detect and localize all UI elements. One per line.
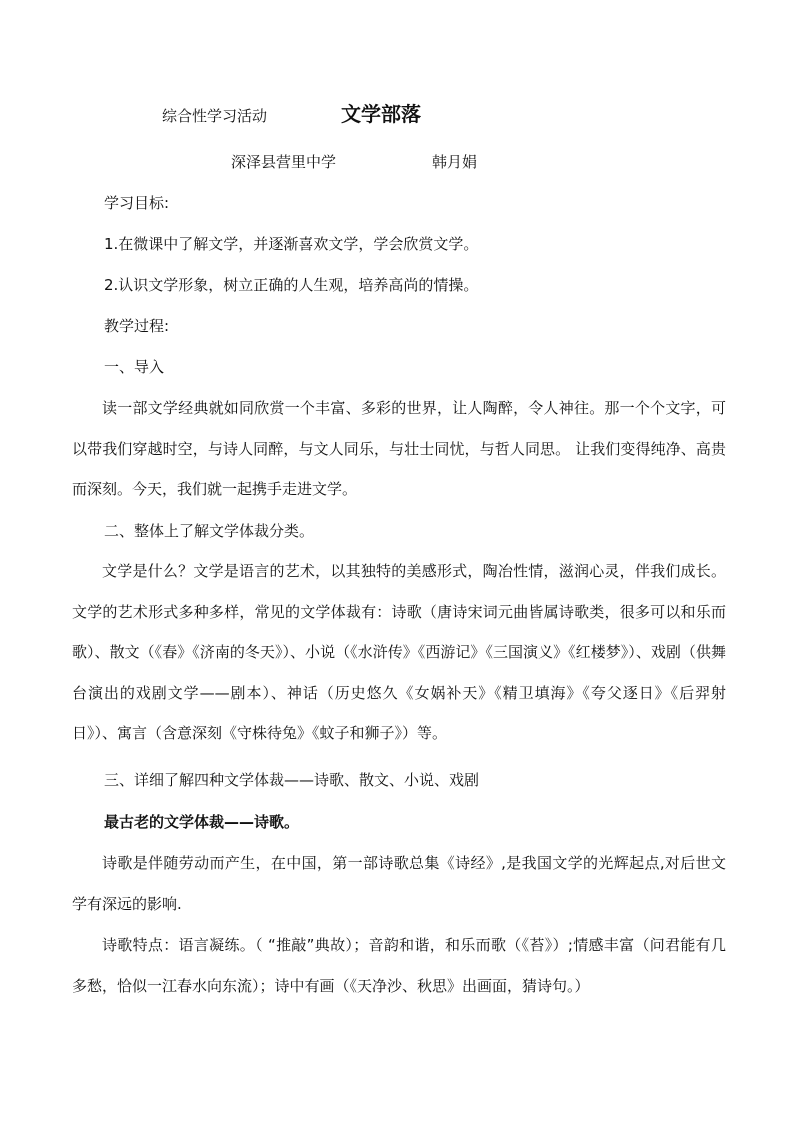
section-1-heading: 一、导入 bbox=[104, 358, 165, 376]
objectives-heading: 学习目标: bbox=[104, 194, 170, 212]
poetry-heading: 最古老的文学体裁——诗歌。 bbox=[104, 813, 300, 831]
process-heading: 教学过程: bbox=[104, 317, 170, 335]
poetry-paragraph-2: 诗歌特点：语言凝练。（ “推敲”典故）；音韵和谐，和乐而歌（《苔》）;情感丰富（问君能有几多愁，恰似一江春水向东流）；诗中有画（《天净沙、秋思》出画面，猜诗句。） bbox=[72, 936, 726, 995]
section-2-heading: 二、整体上了解文学体裁分类。 bbox=[104, 522, 315, 540]
section-3-heading: 三、详细了解四种文学体裁——诗歌、散文、小说、戏剧 bbox=[104, 771, 480, 789]
school-name: 深泽县营里中学 bbox=[231, 153, 337, 171]
document-title: 文学部落 bbox=[341, 102, 421, 126]
author-name: 韩月娟 bbox=[432, 153, 478, 171]
poetry-paragraph-1: 诗歌是伴随劳动而产生，在中国，第一部诗歌总集《诗经》,是我国文学的光辉起点,对后世文学有深远的影响. bbox=[72, 854, 726, 913]
objective-item-1: 1.在微课中了解文学，并逐渐喜欢文学，学会欣赏文学。 bbox=[104, 235, 479, 253]
section-2-paragraph: 文学是什么？文学是语言的艺术，以其独特的美感形式，陶冶性情，滋润心灵，伴我们成长。文学的艺术形式多种多样，常见的文学体裁有：诗歌（唐诗宋词元曲皆属诗歌类，很多可以和乐而歌）、散文（《春》《济南的冬天》）、小说（《水浒传》《西游记》《三国演义》《红楼梦》）、戏剧（供舞台演出的戏剧文学——剧本）、神话（历史悠久《女娲补天》《精卫填海》《夸父逐日》《后羿射日》）、寓言（含意深刻《守株待兔》《蚊子和狮子》）等。 bbox=[72, 562, 726, 742]
objective-item-2: 2.认识文学形象，树立正确的人生观，培养高尚的情操。 bbox=[104, 276, 479, 294]
activity-label: 综合性学习活动 bbox=[162, 107, 268, 125]
section-1-paragraph: 读一部文学经典就如同欣赏一个丰富、多彩的世界，让人陶醉，令人神往。那一个个文字，可以带我们穿越时空，与诗人同醉，与文人同乐，与壮士同忧，与哲人同思。 让我们变得纯净、高贵而深刻。今天，我们就一起携手走进文学。 bbox=[72, 399, 726, 498]
